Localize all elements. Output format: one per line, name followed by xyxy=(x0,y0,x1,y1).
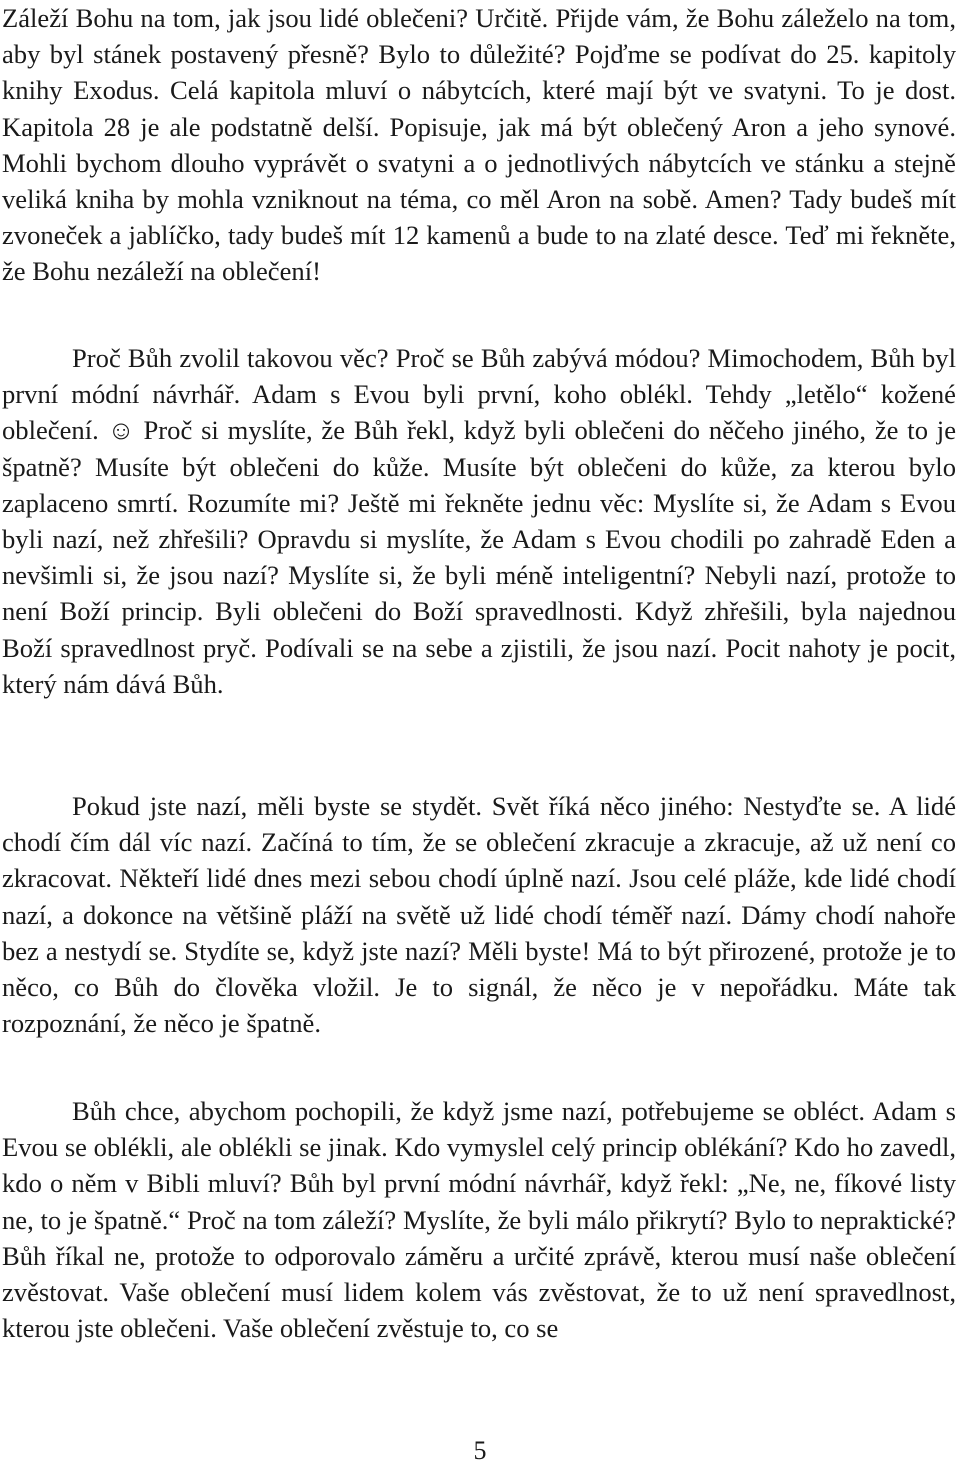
paragraph-block-2 xyxy=(2,340,956,702)
paragraph-3: Pokud jste nazí, měli byste se stydět. Svět říká něco jiného: Nestyďte se. A lidé chodí čím dál víc nazí. Začíná to tím, že se oblečení zkracuje a zkracuje, až už není co zkracovat. Někteří lidé dnes mezi sebou chodí úplně nazí. Jsou celé pláže, kde lidé chodí nazí, a dokonce na většině pláží na světě už lidé chodí téměř nazí. Dámy chodí nahoře bez a nestydí se. Stydíte se, když jste nazí? Měli byste! Má to být přirozené, protože je to něco, co Bůh do člověka vložil. Je to signál, že něco je v nepořádku. Máte tak rozpoznání, že něco je špatně. xyxy=(2,791,956,1039)
paragraph-block-4 xyxy=(2,1093,956,1346)
paragraph-2: Proč Bůh zvolil takovou věc? Proč se Bůh zabývá módou? Mimochodem, Bůh byl první módní návrhář. Adam s Evou byli první, koho oblékl. Tehdy „letělo“ kožené oblečení. ☺ Proč si myslíte, že Bůh řekl, když byli oblečeni do něčeho jiného, že to je špatně? Musíte být oblečeni do kůže. Musíte být oblečeni do kůže, za kterou bylo zaplaceno smrtí. Rozumíte mi? Ještě mi řekněte jednu věc: Myslíte si, že Adam s Evou byli nazí, než zhřešili? Opravdu si myslíte, že Adam s Evou chodili po zahradě Eden a nevšimli si, že jsou nazí? Myslíte si, že byli méně inteligentní? Nebyli nazí, protože to není Boží princip. Byli oblečeni do Boží spravedlnosti. Když zhřešili, byla najednou Boží spravedlnost pryč. Podívali se na sebe a zjistili, že jsou nazí. Pocit nahoty je pocit, který nám dává Bůh. xyxy=(2,343,956,699)
paragraph-block-3 xyxy=(2,788,956,1041)
paragraph-block-1 xyxy=(2,0,956,290)
paragraph-1: Záleží Bohu na tom, jak jsou lidé oblečeni? Určitě. Přijde vám, že Bohu záleželo na tom, aby byl stánek postavený přesně? Bylo to důležité? Pojďme se podívat do 25. kapitoly knihy Exodus. Celá kapitola mluví o nábytcích, které mají být ve svatyni. To je dost. Kapitola 28 je ale podstatně delší. Popisuje, jak má být oblečený Aron a jeho synové. Mohli bychom dlouho vyprávět o svatyni a o jednotlivých nábytcích ve stánku a stejně veliká kniha by mohla vzniknout na téma, co měl Aron na sobě. Amen? Tady budeš mít zvoneček a jablíčko, tady budeš mít 12 kamenů a bude to na zlaté desce. Teď mi řekněte, že Bohu nezáleží na oblečení! xyxy=(2,3,956,287)
paragraph-4: Bůh chce, abychom pochopili, že když jsme nazí, potřebujeme se obléct. Adam s Evou se oblékli, ale oblékli se jinak. Kdo vymyslel celý princip oblékání? Kdo ho zavedl, kdo o něm v Bibli mluví? Bůh byl první módní návrhář, když řekl: „Ne, ne, fíkové listy ne, to je špatně.“ Proč na tom záleží? Myslíte, že byli málo přikrytí? Bylo to nepraktické? Bůh říkal ne, protože to odporovalo záměru a určité zprávě, kterou musí naše oblečení zvěstovat. Vaše oblečení musí lidem kolem vás zvěstovat, že to už není spravedlnost, kterou jste oblečeni. Vaše oblečení zvěstuje to, co se xyxy=(2,1096,956,1344)
page-number: 5 xyxy=(473,1436,487,1465)
